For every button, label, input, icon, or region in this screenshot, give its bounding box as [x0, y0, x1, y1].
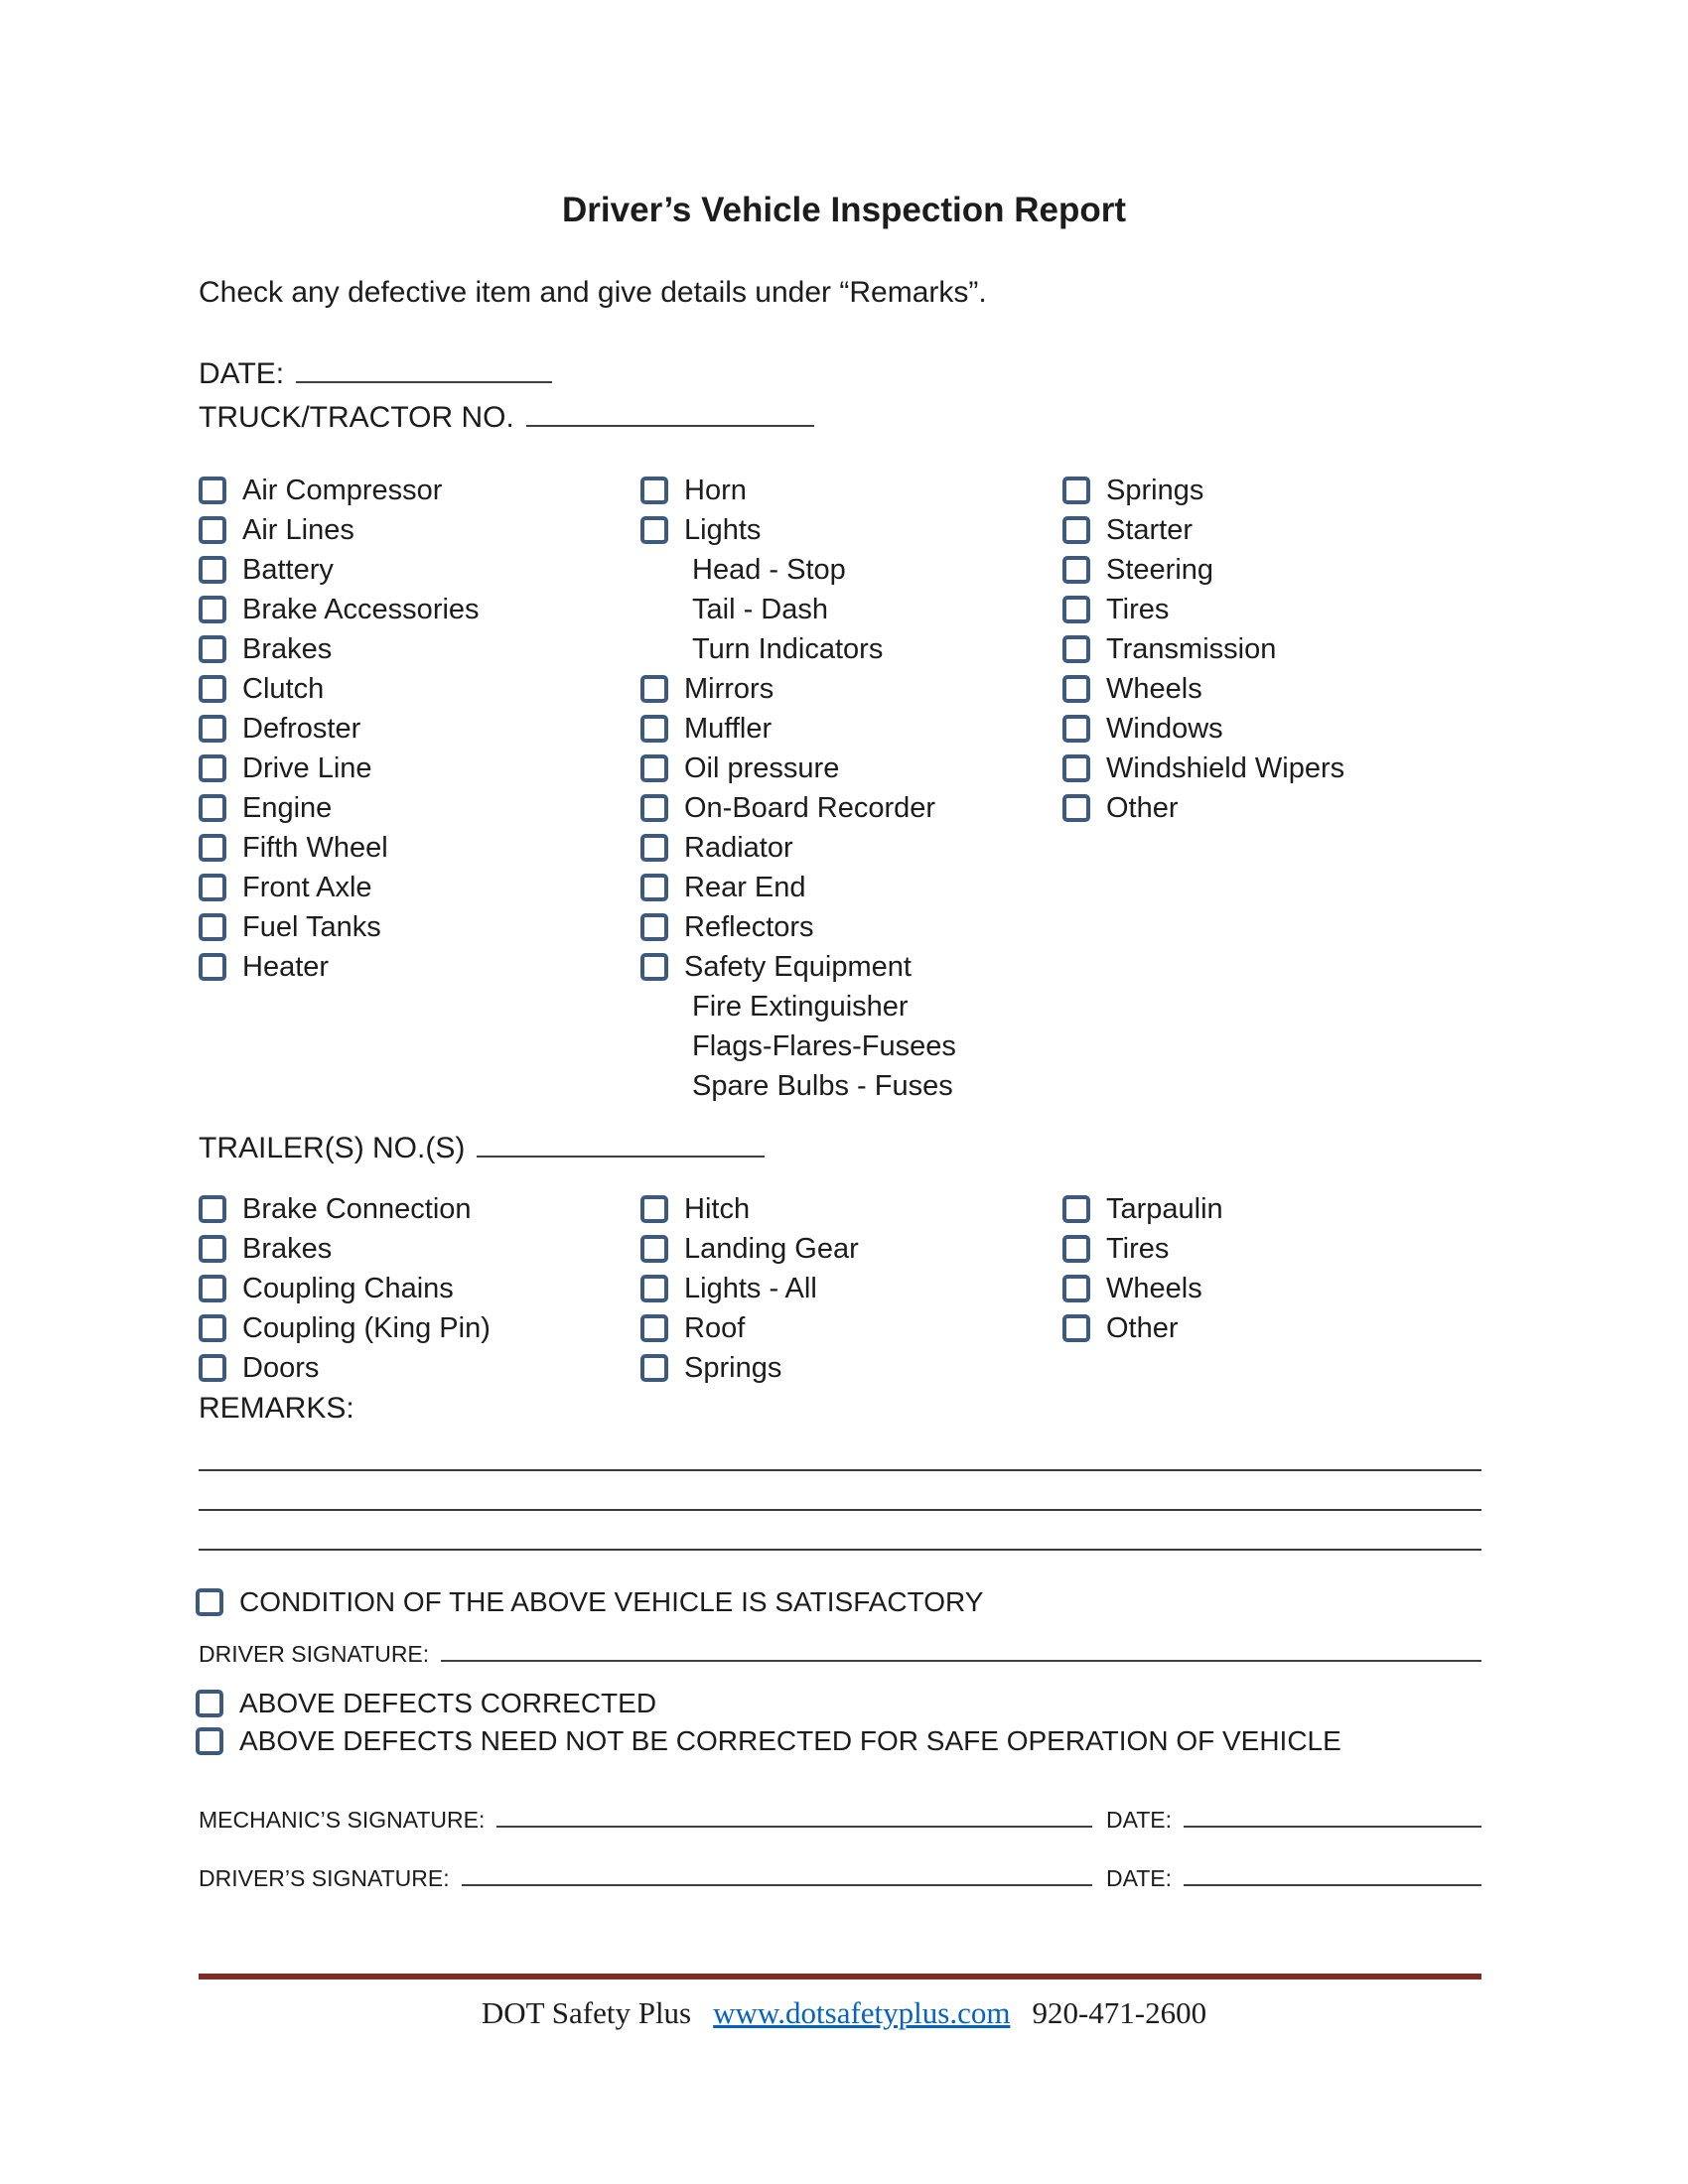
item-checkbox[interactable] [640, 1235, 668, 1263]
checklist-item [199, 1229, 640, 1269]
item-label: Oil pressure [684, 751, 840, 784]
item-label: Fuel Tanks [242, 910, 381, 943]
checklist-item [640, 1308, 1062, 1348]
item-checkbox[interactable] [199, 834, 226, 862]
item-checkbox[interactable] [640, 1354, 668, 1382]
checklist-item [640, 1189, 1062, 1229]
item-checkbox[interactable] [199, 794, 226, 822]
driver-date-blank[interactable] [1184, 1860, 1481, 1886]
item-checkbox[interactable] [640, 516, 668, 544]
item-checkbox[interactable] [199, 874, 226, 901]
checklist-item [199, 868, 640, 907]
checklist-item [640, 1269, 1062, 1308]
checklist-item [199, 471, 640, 510]
item-label: Horn [684, 474, 747, 506]
item-label: On-Board Recorder [684, 791, 936, 824]
truck-no-blank[interactable] [526, 393, 814, 427]
item-checkbox[interactable] [640, 477, 668, 504]
mechanic-date-label: DATE: [1105, 1807, 1172, 1833]
item-checkbox[interactable] [1062, 596, 1090, 623]
item-checkbox[interactable] [1062, 1275, 1090, 1302]
item-label: Reflectors [684, 910, 814, 943]
item-checkbox[interactable] [640, 1275, 668, 1302]
vehicle-checklist [199, 471, 1529, 1106]
item-label: Brake Accessories [242, 593, 480, 625]
checklist-item [640, 1348, 1062, 1388]
item-checkbox[interactable] [640, 1195, 668, 1223]
checklist-item [199, 1308, 640, 1348]
condition-satisfactory-checkbox[interactable] [196, 1588, 223, 1616]
item-checkbox[interactable] [640, 874, 668, 901]
item-label: Doors [242, 1351, 320, 1384]
date-field-row [199, 349, 552, 391]
item-label: Wheels [1106, 672, 1202, 705]
checklist-item [676, 629, 1062, 669]
item-checkbox[interactable] [199, 1275, 226, 1302]
checklist-item [676, 590, 1062, 629]
item-label: Brakes [242, 632, 333, 665]
trailer-no-label: TRAILER(S) NO.(S) [199, 1132, 466, 1164]
item-label: Defroster [242, 712, 361, 745]
item-label: Springs [684, 1351, 782, 1384]
footer-phone: 920-471-2600 [1032, 1995, 1207, 2030]
item-label: Air Lines [242, 513, 354, 546]
checklist-item [1062, 709, 1529, 749]
checklist-item [1062, 669, 1529, 709]
footer-link[interactable]: www.dotsafetyplus.com [713, 1995, 1011, 2030]
checklist-item [640, 510, 1062, 550]
item-checkbox[interactable] [640, 715, 668, 743]
checklist-item [199, 828, 640, 868]
item-label: Mirrors [684, 672, 774, 705]
trailer-checklist-column-1 [199, 1189, 640, 1388]
checklist-item [1062, 788, 1529, 828]
checklist-item [676, 1066, 1062, 1106]
item-checkbox[interactable] [199, 913, 226, 941]
item-label: Landing Gear [684, 1232, 859, 1265]
item-checkbox[interactable] [199, 675, 226, 703]
checklist-item [199, 550, 640, 590]
vehicle-checklist-column-1 [199, 471, 640, 1106]
item-label: Rear End [684, 871, 806, 903]
truck-no-label: TRUCK/TRACTOR NO. [199, 401, 514, 434]
item-label: Steering [1106, 553, 1214, 586]
item-checkbox[interactable] [199, 1314, 226, 1342]
checklist-item [1062, 1229, 1529, 1269]
item-label: Lights [684, 513, 762, 546]
footer-brand: DOT Safety Plus [481, 1995, 692, 2030]
item-label: Brake Connection [242, 1192, 472, 1225]
checklist-item [1062, 1308, 1529, 1348]
item-checkbox[interactable] [199, 953, 226, 981]
checklist-item [640, 1229, 1062, 1269]
checklist-item [676, 987, 1062, 1026]
item-checkbox[interactable] [1062, 715, 1090, 743]
checklist-item [199, 788, 640, 828]
defects-corrected-label: ABOVE DEFECTS CORRECTED [239, 1688, 657, 1718]
date-blank[interactable] [296, 349, 552, 383]
item-label: Brakes [242, 1232, 333, 1265]
item-label: Starter [1106, 513, 1194, 546]
item-label: Tail - Dash [692, 593, 828, 625]
checklist-item [640, 868, 1062, 907]
item-label: Muffler [684, 712, 773, 745]
item-checkbox[interactable] [199, 1195, 226, 1223]
item-label: Springs [1106, 474, 1204, 506]
page-title: Driver’s Vehicle Inspection Report [562, 191, 1126, 229]
item-label: Other [1106, 791, 1179, 824]
remarks-area [199, 1432, 1481, 1551]
item-checkbox[interactable] [199, 477, 226, 504]
item-label: Front Axle [242, 871, 372, 903]
defects-need-not-checkbox[interactable] [196, 1727, 223, 1755]
item-label: Fifth Wheel [242, 831, 388, 864]
footer [0, 1995, 1688, 2031]
item-label: Radiator [684, 831, 793, 864]
checklist-item [676, 1026, 1062, 1066]
item-label: Flags-Flares-Fusees [692, 1029, 956, 1062]
checklist-item [1062, 629, 1529, 669]
condition-satisfactory-row [196, 1586, 983, 1618]
date-label: DATE: [199, 357, 285, 390]
item-checkbox[interactable] [640, 834, 668, 862]
checklist-item [1062, 749, 1529, 788]
item-label: Lights - All [684, 1272, 817, 1304]
checklist-item [640, 788, 1062, 828]
condition-satisfactory-label: CONDITION OF THE ABOVE VEHICLE IS SATISFACTORY [239, 1586, 984, 1617]
remarks-line-2[interactable] [199, 1471, 1481, 1511]
checklist-item [199, 1269, 640, 1308]
item-checkbox[interactable] [1062, 1195, 1090, 1223]
trailer-checklist-column-3 [1062, 1189, 1529, 1388]
item-label: Engine [242, 791, 333, 824]
checklist-item [676, 550, 1062, 590]
item-label: Clutch [242, 672, 325, 705]
checklist-item [640, 709, 1062, 749]
item-label: Spare Bulbs - Fuses [692, 1069, 953, 1102]
item-label: Battery [242, 553, 334, 586]
checklist-item [1062, 1269, 1529, 1308]
item-label: Hitch [684, 1192, 751, 1225]
mechanic-date-blank[interactable] [1184, 1802, 1481, 1828]
driver-signature-bottom-row [199, 1860, 1481, 1892]
checklist-item [640, 907, 1062, 947]
item-checkbox[interactable] [640, 953, 668, 981]
item-label: Roof [684, 1311, 746, 1344]
item-checkbox[interactable] [1062, 754, 1090, 782]
checklist-item [199, 907, 640, 947]
checklist-item [1062, 471, 1529, 510]
checklist-item [199, 510, 640, 550]
checklist-item [199, 709, 640, 749]
driver-signature-row [199, 1636, 1481, 1668]
checklist-item [640, 947, 1062, 987]
item-checkbox[interactable] [199, 596, 226, 623]
mechanic-signature-label: MECHANIC’S SIGNATURE: [199, 1807, 486, 1833]
checklist-item [640, 471, 1062, 510]
item-label: Safety Equipment [684, 950, 912, 983]
checklist-item [640, 669, 1062, 709]
trailer-checklist-column-2 [640, 1189, 1062, 1388]
defects-need-not-label: ABOVE DEFECTS NEED NOT BE CORRECTED FOR SAFE OPERATION OF VEHICLE [239, 1725, 1341, 1756]
checklist-item [199, 1189, 640, 1229]
item-label: Tarpaulin [1106, 1192, 1223, 1225]
defects-need-not-row [196, 1725, 1341, 1757]
item-checkbox[interactable] [199, 754, 226, 782]
item-label: Wheels [1106, 1272, 1202, 1304]
item-label: Coupling (King Pin) [242, 1311, 491, 1344]
item-checkbox[interactable] [199, 556, 226, 584]
driver-signature-bottom-blank[interactable] [462, 1860, 1092, 1886]
item-label: Transmission [1106, 632, 1277, 665]
item-checkbox[interactable] [640, 1314, 668, 1342]
item-checkbox[interactable] [1062, 477, 1090, 504]
item-checkbox[interactable] [1062, 1314, 1090, 1342]
defects-corrected-checkbox[interactable] [196, 1690, 223, 1717]
instruction-text: Check any defective item and give details under “Remarks”. [199, 276, 987, 309]
item-checkbox[interactable] [199, 1354, 226, 1382]
item-label: Head - Stop [692, 553, 846, 586]
checklist-item [1062, 1189, 1529, 1229]
item-checkbox[interactable] [199, 635, 226, 663]
item-checkbox[interactable] [1062, 635, 1090, 663]
checklist-item [199, 629, 640, 669]
checklist-item [199, 1348, 640, 1388]
driver-signature-label: DRIVER SIGNATURE: [199, 1641, 430, 1667]
item-label: Other [1106, 1311, 1179, 1344]
mechanic-signature-row [199, 1802, 1481, 1834]
checklist-item [199, 749, 640, 788]
item-label: Windshield Wipers [1106, 751, 1345, 784]
remarks-line-3[interactable] [199, 1511, 1481, 1551]
defects-corrected-row [196, 1688, 656, 1719]
item-checkbox[interactable] [640, 913, 668, 941]
checklist-item [1062, 590, 1529, 629]
remarks-line-1[interactable] [199, 1432, 1481, 1471]
footer-divider [199, 1974, 1481, 1979]
item-label: Air Compressor [242, 474, 443, 506]
trailer-no-blank[interactable] [477, 1124, 765, 1158]
item-label: Drive Line [242, 751, 372, 784]
item-checkbox[interactable] [199, 715, 226, 743]
item-checkbox[interactable] [199, 1235, 226, 1263]
item-checkbox[interactable] [640, 754, 668, 782]
remarks-label: REMARKS: [199, 1392, 354, 1425]
truck-no-field-row [199, 393, 814, 435]
checklist-item [199, 947, 640, 987]
trailer-no-field-row [199, 1124, 765, 1165]
checklist-item [640, 828, 1062, 868]
item-checkbox[interactable] [199, 516, 226, 544]
vehicle-checklist-column-2 [640, 471, 1062, 1106]
driver-date-label: DATE: [1105, 1865, 1172, 1891]
vehicle-checklist-column-3 [1062, 471, 1529, 1106]
item-label: Heater [242, 950, 330, 983]
item-checkbox[interactable] [1062, 675, 1090, 703]
item-label: Coupling Chains [242, 1272, 454, 1304]
checklist-item [199, 590, 640, 629]
item-checkbox[interactable] [640, 675, 668, 703]
item-checkbox[interactable] [1062, 556, 1090, 584]
item-checkbox[interactable] [1062, 516, 1090, 544]
checklist-item [199, 669, 640, 709]
checklist-item [640, 749, 1062, 788]
item-checkbox[interactable] [1062, 794, 1090, 822]
item-label: Tires [1106, 593, 1170, 625]
item-checkbox[interactable] [1062, 1235, 1090, 1263]
item-checkbox[interactable] [640, 794, 668, 822]
trailer-checklist [199, 1189, 1529, 1388]
checklist-item [1062, 510, 1529, 550]
item-label: Fire Extinguisher [692, 990, 909, 1023]
mechanic-signature-blank[interactable] [496, 1802, 1092, 1828]
item-label: Windows [1106, 712, 1223, 745]
driver-signature-blank[interactable] [441, 1636, 1481, 1662]
checklist-item [1062, 550, 1529, 590]
item-label: Tires [1106, 1232, 1170, 1265]
driver-signature-bottom-label: DRIVER’S SIGNATURE: [199, 1865, 450, 1891]
item-label: Turn Indicators [692, 632, 884, 665]
